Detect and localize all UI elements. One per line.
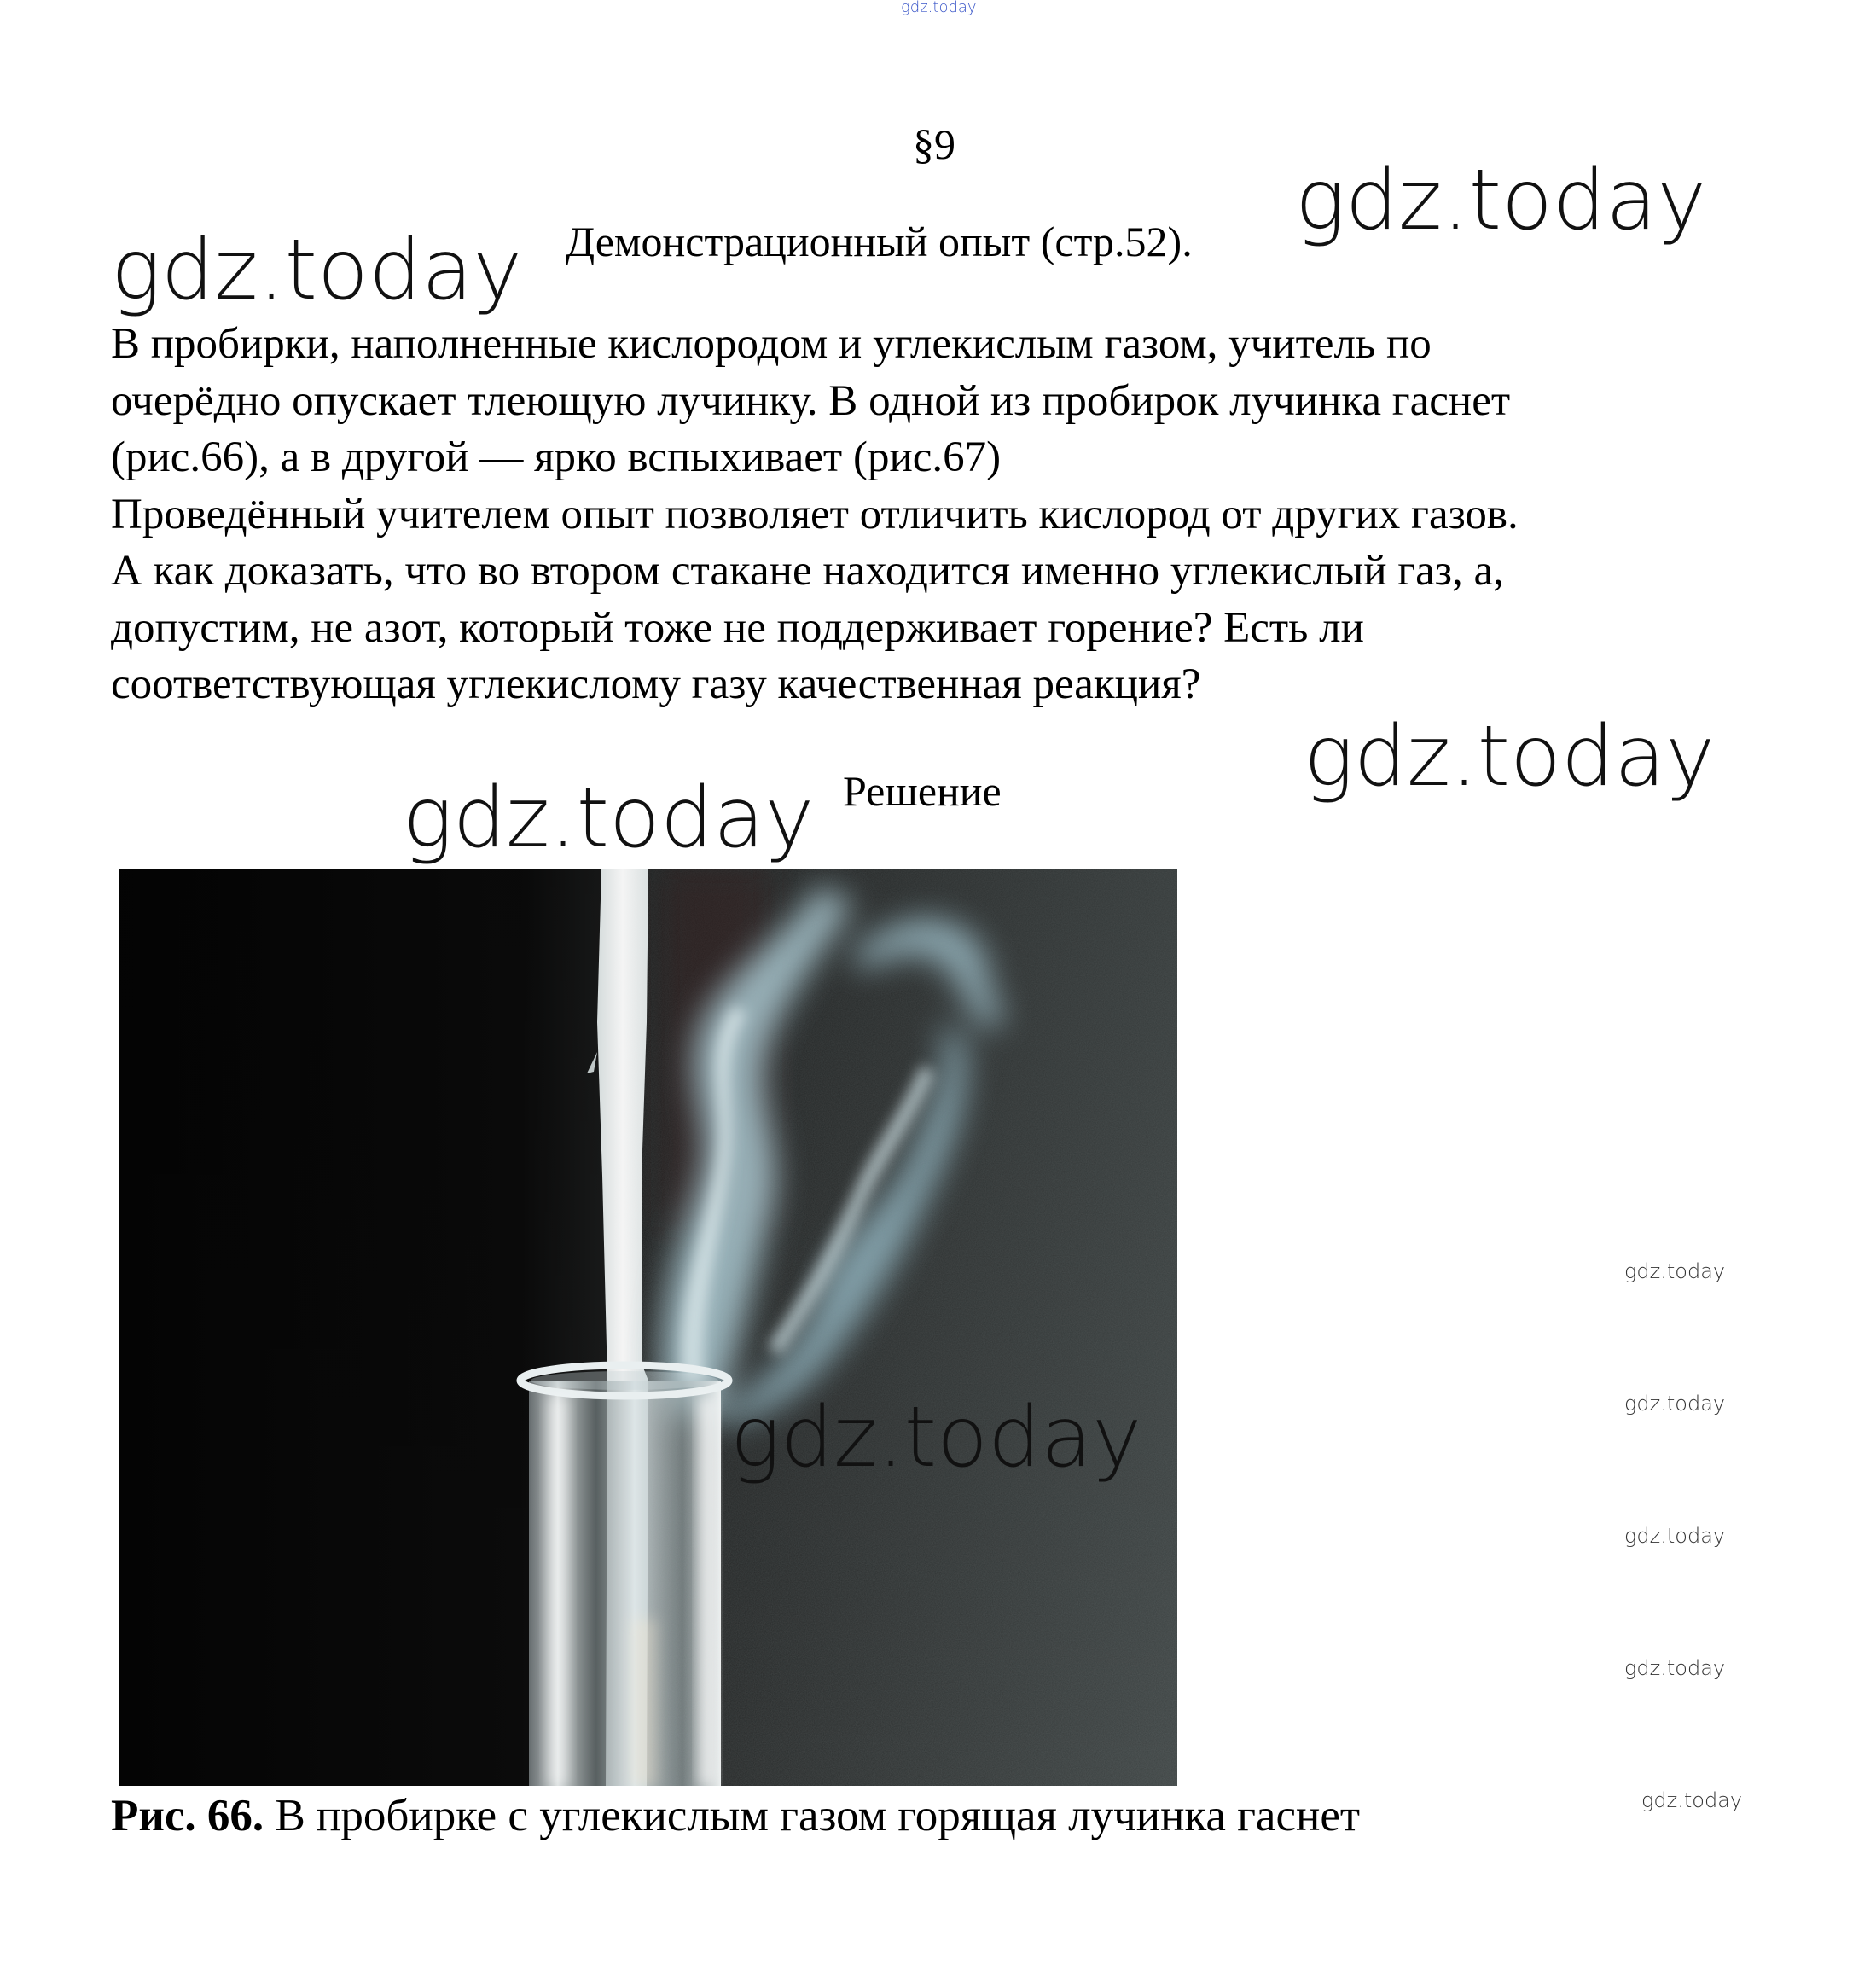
watermark-small: gdz.today [1624, 1259, 1726, 1283]
body-line: допустим, не азот, который тоже не поддерживает горение? Есть ли [111, 603, 1364, 652]
watermark-small: gdz.today [1624, 1524, 1726, 1548]
watermark: gdz.today [1295, 152, 1707, 249]
body-line: А как доказать, что во втором стакане находится именно углекислый газ, а, [111, 547, 1504, 595]
watermark: gdz.today [730, 1389, 1142, 1486]
solution-label: Решение [843, 767, 1002, 815]
test-tube-photo [119, 869, 1177, 1786]
body-text [111, 316, 1783, 713]
watermark-top: gdz.today [901, 0, 977, 16]
demo-title: Демонстрационный опыт (стр.52). [566, 218, 1193, 265]
watermark: gdz.today [1304, 708, 1716, 805]
section-number: §9 [913, 120, 955, 168]
body-line: очерёдно опускает тлеющую лучинку. В одной из пробирок лучинка гаснет [111, 376, 1511, 425]
watermark-small: gdz.today [1641, 1788, 1743, 1812]
body-line: Проведённый учителем опыт позволяет отличить кислород от других газов. [111, 490, 1519, 538]
watermark-small: gdz.today [1624, 1656, 1726, 1680]
body-line: соответствующая углекислому газу качественная реакция? [111, 660, 1201, 708]
figure-caption-label: Рис. 66. [111, 1791, 264, 1840]
body-line: (рис.66), а в другой — ярко вспыхивает (рис.67) [111, 433, 1002, 481]
figure-caption [111, 1790, 1360, 1841]
watermark-small: gdz.today [1624, 1392, 1726, 1416]
body-line: В пробирки, наполненные кислородом и углекислым газом, учитель по [111, 320, 1432, 368]
watermark: gdz.today [403, 770, 815, 867]
figure-caption-text: В пробирке с углекислым газом горящая лучинка гаснет [264, 1791, 1361, 1840]
watermark: gdz.today [111, 222, 523, 319]
